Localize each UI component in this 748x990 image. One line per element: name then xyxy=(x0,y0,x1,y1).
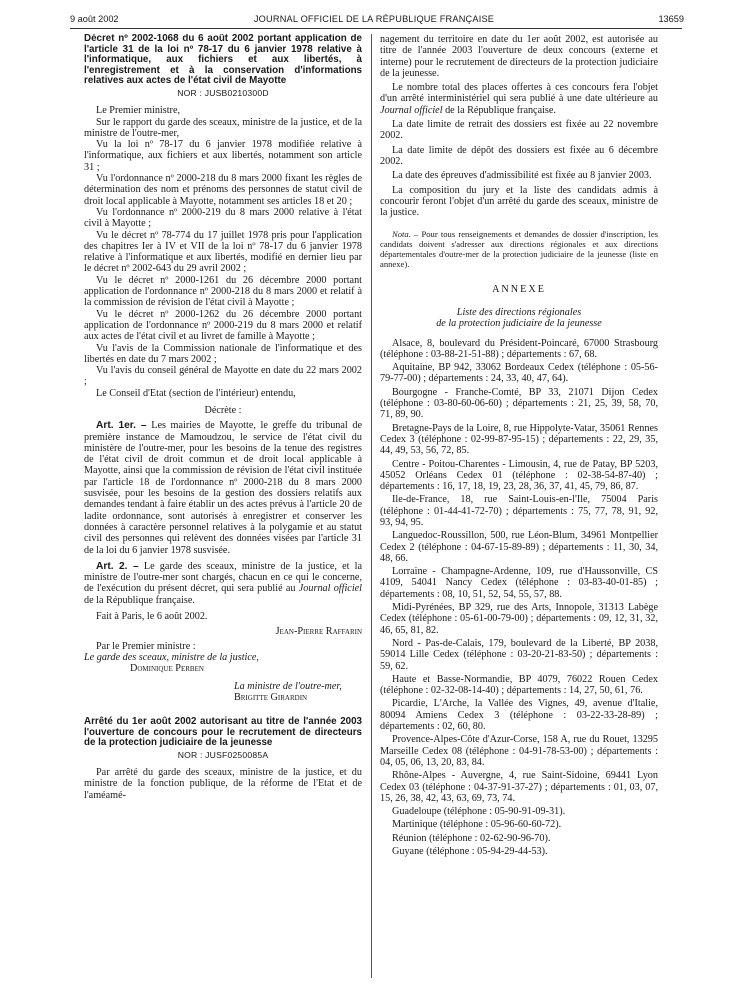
direction-item: Languedoc-Roussillon, 500, rue Léon-Blum, 34961 Montpellier Cedex 2 (téléphone : 04-67-15-89-89) ; départements : 11, 30, 34, 48, 66. xyxy=(380,530,658,564)
liste-title-line-1: Liste des directions régionales xyxy=(456,306,582,318)
arrete-p1: Par arrêté du garde des sceaux, ministre de la justice, et du ministre de la fonction publique, de la réforme de l'Etat et de l'améamé- xyxy=(84,767,362,801)
decret-nor: NOR : JUSB0210300D xyxy=(177,87,269,98)
visa-item: Vu l'avis de la Commission nationale de l'informatique et des libertés en date du 7 mars 2002 ; xyxy=(84,342,362,365)
visa-item: Le Conseil d'Etat (section de l'intérieur) entendu, xyxy=(96,387,296,399)
arrete-nor: NOR : JUSF0250085A xyxy=(177,749,269,760)
article-1 xyxy=(84,420,362,556)
par-le-premier-ministre: Par le Premier ministre : xyxy=(96,640,196,652)
visa-item: Sur le rapport du garde des sceaux, ministre de la justice, et de la ministre de l'outre-mer, xyxy=(84,116,362,139)
direction-item: Rhône-Alpes - Auvergne, 4, rue Saint-Sidoine, 69441 Lyon Cedex 03 (téléphone : 04-37-91-37-27) ; départements : 01, 03, 07, 15, 26, 38, 42, 43, 63, 69, 73, 74. xyxy=(380,770,658,804)
directions-list xyxy=(380,338,658,858)
arrete-title: Arrêté du 1er août 2002 autorisant au titre de l'année 2003 l'ouverture de concours pour le recrutement de directeurs de la protection judiciaire de la jeunesse xyxy=(84,716,362,749)
signature-raffarin: Jean-Pierre Raffarin xyxy=(275,626,362,638)
article-1-text: Les mairies de Mayotte, le greffe du tribunal de première instance de Mamoudzou, le service de l'état civil du ministère de l'outre-mer, pour les besoins de la tenue des registres de l'état civil de droit commun et de droit local applicable à Mayotte, ainsi que la commission de révision de l'état civil instituée par l'article 18 de l'ordonnance nº 2000-218 du 8 mars 2000 susvisée, pour les besoins de la gestion des dossiers relatifs aux demandes tendant à faire établir un des actes prévus à l'article 20 de ladite ordonnance, sont autorisés à enregistrer et conserver les données à caractère personnel relatives à la polygamie et au statut civil des personnes qui relèvent des données visées par l'article 31 de la loi du 6 janvier 1978 susvisée. xyxy=(84,420,362,556)
arrete-p2-text: Le nombre total des places offertes à ces concours fera l'objet d'un arrêté interministériel qui sera publié à une date ultérieure au xyxy=(380,82,658,105)
direction-item: Bourgogne - Franche-Comté, BP 33, 21071 Dijon Cedex (téléphone : 03-80-60-06-60) ; départements : 21, 25, 39, 58, 70, 71, 89, 90. xyxy=(380,386,658,421)
direction-item: Ile-de-France, 18, rue Saint-Louis-en-l'Ile, 75004 Paris (téléphone : 01-44-41-72-70) ; départements : 75, 77, 78, 91, 92, 93, 94, 95. xyxy=(380,494,658,528)
visa-item: Vu l'avis du conseil général de Mayotte en date du 22 mars 2002 ; xyxy=(84,365,362,388)
visa-item: Vu la loi nº 78-17 du 6 janvier 1978 modifiée relative à l'informatique, aux fichiers et aux libertés, notamment son article 31 ; xyxy=(84,139,362,173)
decret-fait: Fait à Paris, le 6 août 2002. xyxy=(96,611,208,623)
decret-intro: Le Premier ministre, xyxy=(96,105,181,117)
issue-date: 9 août 2002 xyxy=(70,14,119,24)
annexe-heading: ANNEXE xyxy=(492,283,546,295)
column-divider xyxy=(371,34,372,978)
journal-title: JOURNAL OFFICIEL DE LA RÉPUBLIQUE FRANÇAISE xyxy=(253,14,495,24)
left-column xyxy=(84,34,362,984)
arrete-p2 xyxy=(380,82,658,116)
direction-item: Picardie, L'Arche, la Vallée des Vignes, 49, avenue d'Italie, 80094 Amiens Cedex 3 (téléphone : 03-22-33-28-89) ; départements : 02, 60, 80. xyxy=(380,698,658,733)
direction-item: Réunion (téléphone : 02-62-90-96-70). xyxy=(392,832,551,844)
arrete-p4: La date limite de dépôt des dossiers est fixée au 6 décembre 2002. xyxy=(380,144,658,167)
decret-title: Décret nº 2002-1068 du 6 août 2002 portant application de l'article 31 de la loi nº 78-17 du 6 janvier 1978 relative à l'informatique, aux fichiers et aux libertés, à l'enregistrement et à la conservation d'informations relatives aux actes de l'état civil de Mayotte xyxy=(84,34,362,87)
note-text: – Pour tous renseignements et demandes de dossier d'inscription, les candidats doivent s'adresser aux directions régionales et aux directions départementales d'outre-mer de la protection judiciaire de la jeunesse (liste en annexe). xyxy=(380,229,658,269)
direction-item: Nord - Pas-de-Calais, 179, boulevard de la Liberté, BP 2038, 59014 Lille Cedex (téléphone : 03-20-21-83-50) ; départements : 59, 62. xyxy=(380,637,658,672)
visa-item: Vu l'ordonnance nº 2000-218 du 8 mars 2000 fixant les règles de détermination des nom et prénoms des personnes de statut civil de droit local applicable à Mayotte, notamment ses articles 18 et 20 ; xyxy=(84,173,362,207)
direction-item: Midi-Pyrénées, BP 329, rue des Arts, Innopole, 31313 Labège Cedex (téléphone : 05-61-00-79-00) ; départements : 09, 12, 31, 32, 46, 65, 81, 82. xyxy=(380,602,658,636)
article-2-text-end: de la République française. xyxy=(84,594,195,606)
direction-item: Bretagne-Pays de la Loire, 8, rue Hippolyte-Vatar, 35061 Rennes Cedex 3 (téléphone : 02-99-87-95-15) ; départements : 22, 29, 35, 44, 49, 53, 56, 72, 85. xyxy=(380,422,658,457)
visa-item: Vu le décret nº 2000-1261 du 26 décembre 2000 portant application de l'ordonnance nº 2000-218 du 8 mars 2000 et relatif à la commission de révision de l'état civil à Mayotte ; xyxy=(84,274,362,309)
arrete-p1-continued: nagement du territoire en date du 1er août 2002, est autorisée au titre de l'année 2003 l'ouverture de deux concours (externe et interne) pour le recrutement de directeurs de la protection judiciaire de la jeunesse. xyxy=(380,34,658,79)
arrete-p2-text-end: de la République française. xyxy=(445,104,556,116)
direction-item: Haute et Basse-Normandie, BP 4079, 76022 Rouen Cedex (téléphone : 02-32-08-14-40) ; départements : 14, 27, 50, 61, 76. xyxy=(380,673,658,697)
article-2-label: Art. 2. – xyxy=(96,560,139,572)
direction-item: Aquitaine, BP 942, 33062 Bordeaux Cedex (téléphone : 05-56-79-77-00) ; départements : 24, 33, 40, 47, 64). xyxy=(380,362,658,385)
arrete-p2-journal: Journal officiel xyxy=(380,104,443,116)
direction-item: Centre - Poitou-Charentes - Limousin, 4, rue de Patay, BP 5203, 45052 Orléans Cedex 01 (téléphone : 02-38-54-87-40) ; départements : 16, 17, 18, 19, 23, 28, 36, 37, 41, 45, 79, 86, 87. xyxy=(380,458,658,493)
decret-visas xyxy=(84,117,362,399)
article-2-text: Le garde des sceaux, ministre de la justice, et la ministre de l'outre-mer sont chargés, chacun en ce qui le concerne, de l'exécution du présent décret, qui sera publié au xyxy=(84,560,362,595)
garde-des-sceaux-role: Le garde des sceaux, ministre de la justice, xyxy=(84,651,259,663)
article-1-label: Art. 1er. – xyxy=(96,420,147,432)
signature-girardin: Brigitte Girardin xyxy=(234,691,308,703)
visa-item: Vu le décret nº 2000-1262 du 26 décembre 2000 portant application de l'ordonnance nº 2000-219 du 8 mars 2000 et relatif aux actes de l'état civil et au livret de famille à Mayotte ; xyxy=(84,308,362,343)
note-label: Nota. xyxy=(392,229,411,240)
direction-item: Martinique (téléphone : 05-96-60-60-72). xyxy=(392,819,562,831)
article-2-journal: Journal officiel xyxy=(298,583,362,595)
visa-item: Vu le décret nº 78-774 du 17 juillet 1978 pris pour l'application des chapitres Ier à IV et VII de la loi nº 78-17 du 6 janvier 1978 relative à l'informatique et aux libertés, modifié en dernier lieu par le décret nº 2002-643 du 29 avril 2002 ; xyxy=(84,229,362,275)
ministre-outre-mer-role: La ministre de l'outre-mer, xyxy=(234,680,342,692)
direction-item: Guyane (téléphone : 05-94-29-44-53). xyxy=(392,846,548,857)
arrete-note xyxy=(380,230,658,269)
article-2 xyxy=(84,561,362,606)
direction-item: Lorraine - Champagne-Ardenne, 109, rue d'Haussonville, CS 4109, 54041 Nancy Cedex (téléphone : 03-83-40-01-85) ; départements : 08, 10, 51, 52, 54, 55, 57, 88. xyxy=(380,566,658,600)
decret-decrete: Décrète : xyxy=(204,404,242,416)
arrete-p5: La date des épreuves d'admissibilité est fixée au 8 janvier 2003. xyxy=(392,170,652,182)
arrete-p3: La date limite de retrait des dossiers est fixée au 22 novembre 2002. xyxy=(380,119,658,142)
right-column xyxy=(380,34,658,984)
direction-item: Alsace, 8, boulevard du Président-Poincaré, 67000 Strasbourg (téléphone : 03-88-21-51-88) ; départements : 67, 68. xyxy=(380,337,658,360)
header-rule xyxy=(70,28,682,29)
visa-item: Vu l'ordonnance nº 2000-219 du 8 mars 2000 relative à l'état civil à Mayotte ; xyxy=(84,206,362,230)
arrete-p6: La composition du jury et la liste des candidats admis à concourir feront l'objet d'un arrêté du garde des sceaux, ministre de la justice. xyxy=(380,184,658,219)
direction-item: Provence-Alpes-Côte d'Azur-Corse, 158 A, rue du Rouet, 13295 Marseille Cedex 08 (téléphone : 04-91-78-53-00) ; départements : 04, 05, 06, 13, 20, 83, 84. xyxy=(380,734,658,768)
signature-perben: Dominique Perben xyxy=(130,663,204,675)
page-header xyxy=(0,14,748,28)
page-number: 13659 xyxy=(658,14,684,24)
liste-title-line-2: de la protection judiciaire de la jeunesse xyxy=(436,318,602,330)
direction-item: Guadeloupe (téléphone : 05-90-91-09-31). xyxy=(392,806,566,818)
